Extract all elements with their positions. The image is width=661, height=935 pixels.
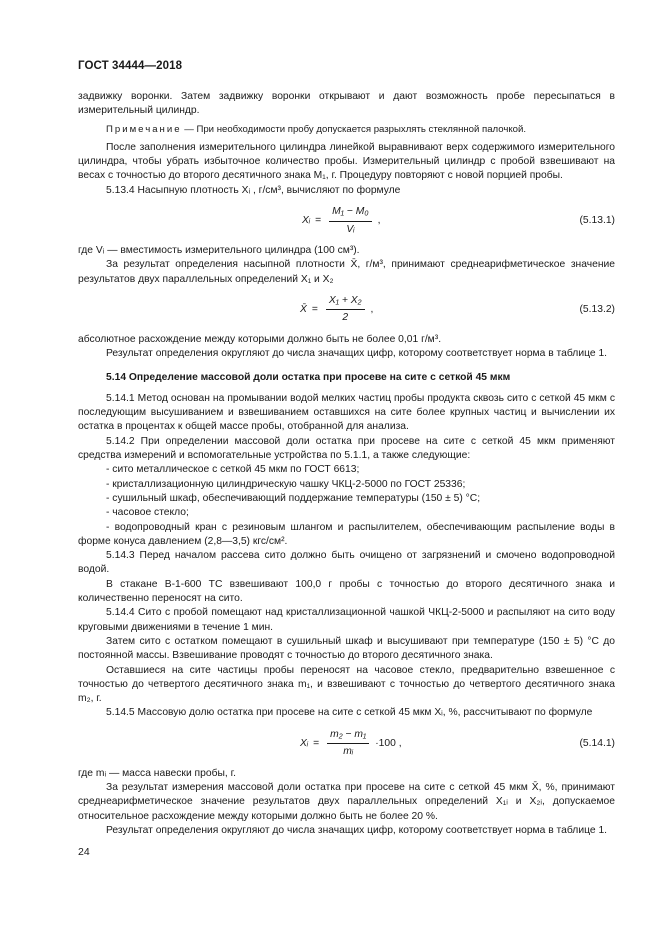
formula-denominator: mᵢ <box>343 746 354 758</box>
formula-equals: = <box>313 737 320 749</box>
formula-numerator: M₁ − M₀ <box>329 205 371 221</box>
note-label: Примечание <box>106 123 182 135</box>
formula-lhs: Xᵢ <box>302 214 311 226</box>
formula-fraction <box>327 728 369 760</box>
list-item: - сито металлическое с сеткой 45 мкм по ГОСТ 6613; <box>106 464 360 476</box>
list-item: - водопроводный кран с резиновым шлангом и распылителем, обеспечивающим распыление воды в форме конуса давлением (2,8—3,5) кгс/см². <box>78 521 615 547</box>
list-item: - сушильный шкаф, обеспечивающий поддержание температуры (150 ± 5) °С; <box>106 492 481 504</box>
section-heading-5-14: 5.14 Определение массовой доли остатка при просеве на сите с сеткой 45 мкм <box>106 371 511 383</box>
note-text: — При необходимости пробу допускается разрыхлять стеклянной палочкой. <box>181 123 527 135</box>
formula-tail: , <box>370 303 374 315</box>
paragraph: 5.14.5 Массовую долю остатка при просеве на сите с сеткой 45 мкм Xᵢ, %, рассчитывают по формуле <box>106 707 593 719</box>
formula-tail: , <box>377 214 381 226</box>
paragraph: Затем сито с остатком помещают в сушильный шкаф и высушивают при температуре (150 ± 5) °С до постоянной массы. Взвешивание проводят с точностью до второго десятичного знака. <box>78 635 615 662</box>
paragraph: После заполнения измерительного цилиндра линейкой выравнивают верх содержимого измерительного цилиндра, чтобы убрать избыточное количество пробы. Измерительный цилиндр с пробой взвешивают на весах с точностью до второго десятичного знака M₁, г. Процедуру повторяют с новой порцией пробы. <box>78 141 615 182</box>
paragraph: Результат определения округляют до числа значащих цифр, которому соответствует норма в таблице 1. <box>106 824 608 836</box>
formula-denominator: Vᵢ <box>346 223 355 235</box>
formula-lhs: X̄ <box>300 303 307 315</box>
formula-equals: = <box>311 303 318 315</box>
paragraph: За результат определения насыпной плотности X̄, г/м³, принимают среднеарифметическое значение результатов двух параллельных определений X₁ и X₂ <box>78 259 615 285</box>
formula-number: (5.13.2) <box>579 303 615 315</box>
list-item: - кристаллизационную цилиндрическую чашку ЧКЦ-2-5000 по ГОСТ 25336; <box>106 478 466 490</box>
paragraph: 5.14.1 Метод основан на промывании водой мелких частиц пробы продукта сквозь сито с сеткой 45 мкм с последующим высушиванием и взвешиванием оставшихся на сите более крупных частиц и вычислении их остатка в процентах к общей массе пробы, отобранной для анализа. <box>78 392 615 433</box>
paragraph: где mᵢ — масса навески пробы, г. <box>78 767 236 779</box>
formula-denominator: 2 <box>342 312 349 324</box>
paragraph: задвижку воронки. Затем задвижку воронки открывают и дают возможность пробе пересыпаться в измерительный цилиндр. <box>78 91 615 117</box>
formula-numerator: m₂ − m₁ <box>327 728 369 744</box>
paragraph: 5.14.2 При определении массовой доли остатка при просеве на сите с сеткой 45 мкм применяют средства измерений и вспомогательные устройства по 5.1.1, а также следующие: <box>78 435 615 462</box>
paragraph: За результат измерения массовой доли остатка при просеве на сите с сеткой 45 мкм X̄, %, принимают среднеарифметическое значение результатов двух параллельных определений X₁ᵢ и X₂ᵢ, допускаемое относительное расхождение между которыми должно быть не более 20 %. <box>78 781 615 822</box>
paragraph: 5.14.3 Перед началом рассева сито должно быть очищено от загрязнений и смочено водопроводной водой. <box>78 550 615 576</box>
page-number: 24 <box>78 846 90 858</box>
paragraph: Оставшиеся на сите частицы пробы переносят на часовое стекло, предварительно взвешенное с точностью до четвертого десятичного знака m₁, и взвешивают с точностью до четвертого десятичного знака m₂, г. <box>78 664 615 705</box>
equipment-list <box>78 463 615 549</box>
formula-number: (5.13.1) <box>579 214 615 226</box>
paragraph: где Vᵢ — вместимость измерительного цилиндра (100 см³). <box>78 245 360 257</box>
paragraph: Результат определения округляют до числа значащих цифр, которому соответствует норма в таблице 1. <box>106 348 608 360</box>
formula-5-14-1 <box>78 723 615 765</box>
list-item: - часовое стекло; <box>106 507 189 519</box>
formula-numerator: X₁ + X₂ <box>326 294 365 310</box>
paragraph: В стакане В-1-600 ТС взвешивают 100,0 г пробы с точностью до второго десятичного знака и количественно переносят на сито. <box>78 578 615 605</box>
formula-tail: ·100 , <box>375 737 402 749</box>
document-header: ГОСТ 34444—2018 <box>78 60 183 72</box>
paragraph: 5.13.4 Насыпную плотность Xᵢ , г/см³, вычисляют по формуле <box>106 184 401 196</box>
note <box>78 123 615 137</box>
formula-fraction <box>326 294 365 326</box>
formula-5-13-2 <box>78 289 615 331</box>
formula-lhs: Xᵢ <box>300 737 309 749</box>
document-body <box>78 90 615 838</box>
formula-number: (5.14.1) <box>579 737 615 749</box>
formula-5-13-1 <box>78 200 615 242</box>
formula-equals: = <box>315 214 322 226</box>
paragraph: абсолютное расхождение между которыми должно быть не более 0,01 г/м³. <box>78 333 442 345</box>
paragraph: 5.14.4 Сито с пробой помещают над кристаллизационной чашкой ЧКЦ-2-5000 и распыляют на сито воду круговыми движениями в течение 1 мин. <box>78 607 615 633</box>
formula-fraction <box>329 205 371 237</box>
